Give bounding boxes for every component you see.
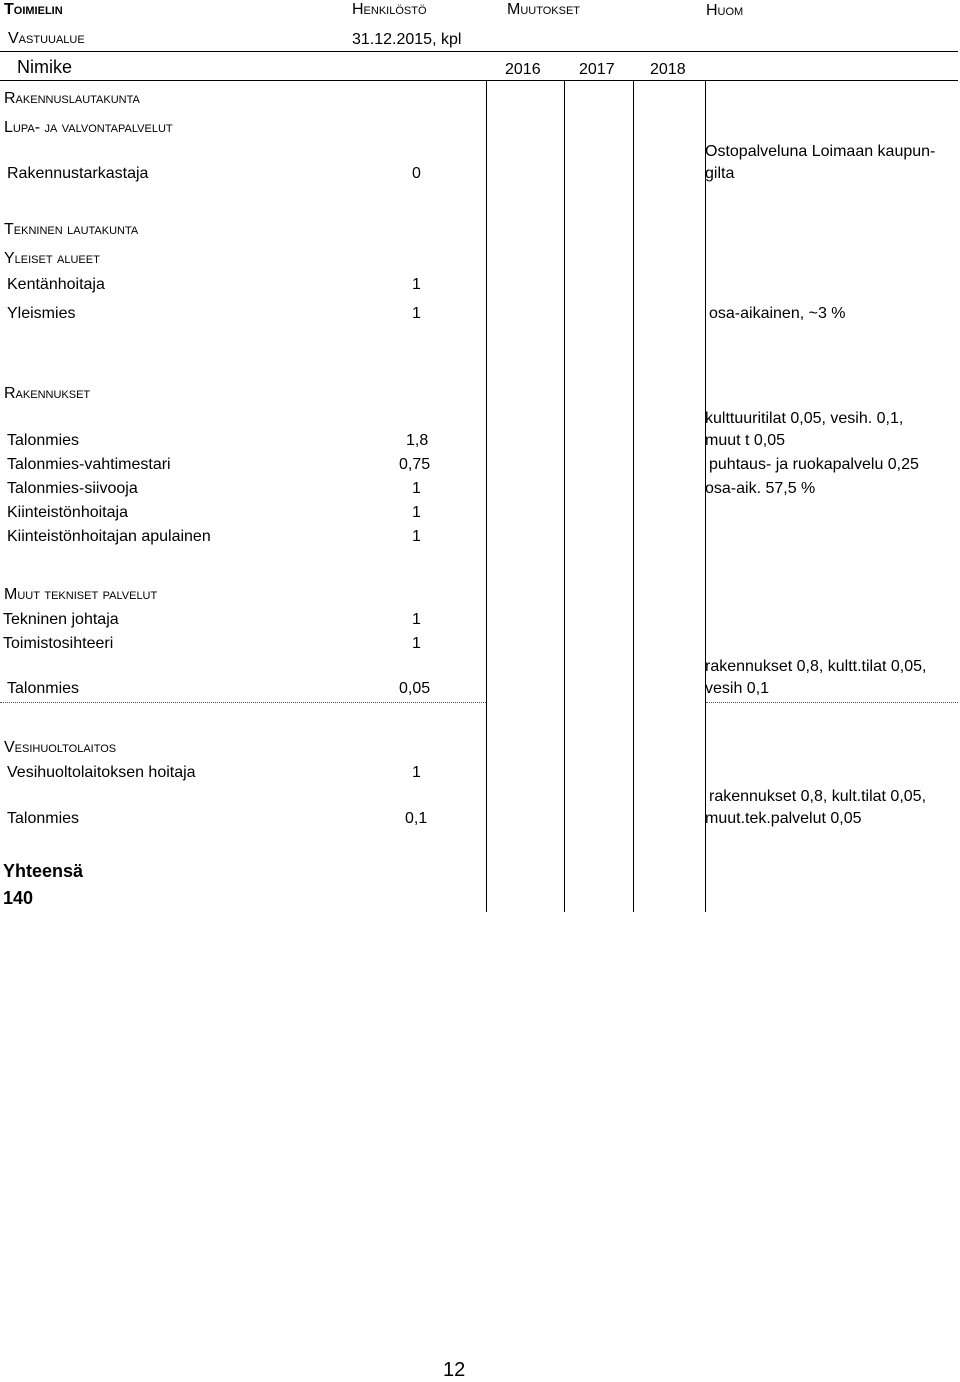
header-year-2016: 2016 (505, 61, 541, 78)
row-name-kiinteistonhoitajan-apulainen: Kiinteistönhoitajan apulainen (7, 528, 211, 545)
row-note-talonmies-1a: kulttuuritilat 0,05, vesih. 0,1, (705, 410, 904, 427)
header-rule-bottom (0, 80, 958, 81)
row-count-toimistosihteeri: 1 (412, 635, 421, 652)
row-note-talonmies-3b: muut.tek.palvelut 0,05 (705, 810, 862, 827)
row-count-yleismies: 1 (412, 305, 421, 322)
section-divider-left (0, 702, 486, 703)
total-label: Yhteensä (3, 861, 84, 881)
row-note-talonmies-2a: rakennukset 0,8, kultt.tilat 0,05, (705, 658, 927, 675)
row-name-rakennustarkastaja: Rakennustarkastaja (7, 165, 149, 182)
row-count-tekninen-johtaja: 1 (412, 611, 421, 628)
page-number: 12 (443, 1359, 466, 1381)
header-rule-top (0, 51, 958, 52)
row-name-talonmies-2: Talonmies (7, 680, 80, 697)
header-muutokset: Muutokset (507, 1, 581, 18)
row-note-rakennustarkastaja-2: gilta (705, 165, 735, 182)
section-title-vesihuoltolaitos: Vesihuoltolaitos (4, 739, 117, 756)
section-subtitle-yleiset-alueet: Yleiset alueet (4, 250, 100, 267)
row-count-talonmies-2: 0,05 (399, 680, 431, 697)
header-date: 31.12.2015, kpl (352, 31, 462, 48)
row-count-talonmies-vahtimestari: 0,75 (399, 456, 431, 473)
row-count-talonmies-3: 0,1 (405, 810, 428, 827)
row-note-talonmies-2b: vesih 0,1 (705, 680, 770, 697)
section-title-tekninen-lautakunta: Tekninen lautakunta (4, 221, 139, 238)
section-title-rakennukset: Rakennukset (4, 385, 91, 402)
section-title-muut-tekniset: Muut tekniset palvelut (4, 586, 158, 603)
header-henkilosto: Henkilöstö (352, 1, 427, 18)
column-divider-1 (486, 80, 487, 912)
header-year-2018: 2018 (650, 61, 686, 78)
row-count-rakennustarkastaja: 0 (412, 165, 421, 182)
total-value: 140 (3, 888, 34, 908)
row-name-tekninen-johtaja: Tekninen johtaja (3, 611, 119, 628)
section-divider-right (706, 702, 958, 703)
header-year-2017: 2017 (579, 61, 615, 78)
row-count-vesihuoltolaitoksen-hoitaja: 1 (412, 764, 421, 781)
row-name-kiinteistonhoitaja: Kiinteistönhoitaja (7, 504, 128, 521)
row-name-toimistosihteeri: Toimistosihteeri (3, 635, 114, 652)
row-name-yleismies: Yleismies (7, 305, 76, 322)
column-divider-2 (564, 80, 565, 912)
row-name-vesihuoltolaitoksen-hoitaja: Vesihuoltolaitoksen hoitaja (7, 764, 196, 781)
row-count-kentanhoitaja: 1 (412, 276, 421, 293)
row-name-talonmies-vahtimestari: Talonmies-vahtimestari (7, 456, 171, 473)
row-count-kiinteistonhoitajan-apulainen: 1 (412, 528, 421, 545)
header-toimielin: Toimielin (4, 1, 63, 18)
row-name-talonmies-1: Talonmies (7, 432, 80, 449)
row-note-yleismies: osa-aikainen, ~3 % (709, 305, 846, 322)
section-title-rakennuslautakunta: Rakennuslautakunta (4, 90, 140, 107)
header-huom: Huom (706, 2, 744, 19)
row-note-talonmies-3a: rakennukset 0,8, kult.tilat 0,05, (709, 788, 927, 805)
row-count-talonmies-siivooja: 1 (412, 480, 421, 497)
row-note-rakennustarkastaja-1: Ostopalveluna Loimaan kaupun- (705, 143, 936, 160)
row-note-talonmies-vahtimestari: puhtaus- ja ruokapalvelu 0,25 (709, 456, 919, 473)
row-note-talonmies-1b: muut t 0,05 (705, 432, 786, 449)
row-note-talonmies-siivooja: osa-aik. 57,5 % (705, 480, 816, 497)
header-vastuualue: Vastuualue (8, 30, 85, 47)
row-name-talonmies-siivooja: Talonmies-siivooja (7, 480, 138, 497)
row-count-kiinteistonhoitaja: 1 (412, 504, 421, 521)
row-name-talonmies-3: Talonmies (7, 810, 80, 827)
row-count-talonmies-1: 1,8 (406, 432, 429, 449)
row-name-kentanhoitaja: Kentänhoitaja (7, 276, 105, 293)
section-subtitle-lupa: Lupa- ja valvontapalvelut (4, 119, 173, 136)
column-divider-3 (633, 80, 634, 912)
header-nimike: Nimike (17, 57, 73, 77)
